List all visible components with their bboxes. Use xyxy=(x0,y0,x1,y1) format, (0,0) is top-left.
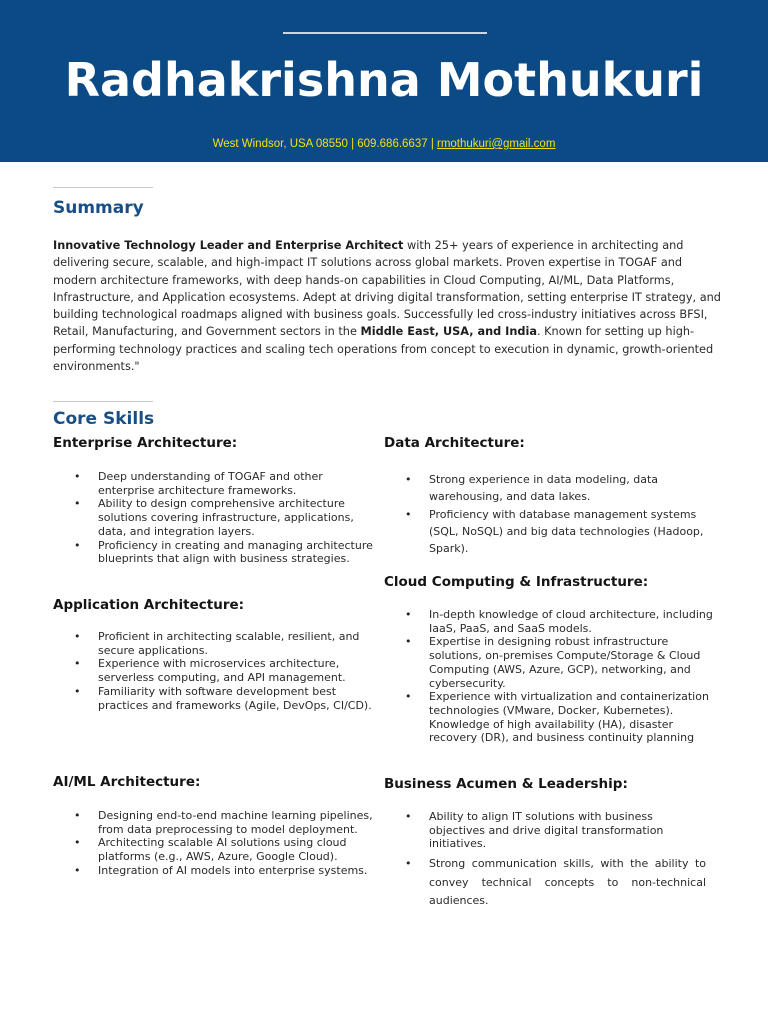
list-item: • Proficient in architecting scalable, resilient, and secure applications. xyxy=(53,630,378,657)
contact-line xyxy=(0,138,768,150)
list-item: • Familiarity with software development best practices and frameworks (Agile, DevOps, CI/CD). xyxy=(53,685,378,712)
list-item: • Architecting scalable AI solutions using cloud platforms (e.g., AWS, Azure, Google Cloud). xyxy=(53,836,378,863)
summary-paragraph xyxy=(53,237,723,375)
list-item: • In-depth knowledge of cloud architecture, including IaaS, PaaS, and SaaS models. xyxy=(384,608,714,635)
summary-regions: Middle East, USA, and India xyxy=(360,325,537,339)
cloud-infrastructure-list xyxy=(384,608,714,745)
summary-text-2: . Known for setting up high-performing technology practices and scaling tech operations from concept to execution in dynamic, growth-oriented environments." xyxy=(53,325,714,374)
cloud-infrastructure-heading: Cloud Computing & Infrastructure: xyxy=(384,574,649,590)
summary-heading: Summary xyxy=(53,198,144,218)
core-skills-heading: Core Skills xyxy=(53,409,155,429)
list-item: • Integration of AI models into enterprise systems. xyxy=(53,864,378,878)
candidate-name: Radhakrishna Mothukuri xyxy=(64,53,704,107)
list-item: • Strong experience in data modeling, data warehousing, and data lakes. xyxy=(384,471,714,506)
list-item: • Ability to design comprehensive architecture solutions covering infrastructure, applications, data, and integration layers. xyxy=(53,497,378,538)
header-divider xyxy=(283,32,487,34)
list-item: • Proficiency with database management systems (SQL, NoSQL) and big data technologies (Hadoop, Spark). xyxy=(384,506,714,558)
list-item: • Experience with virtualization and containerization technologies (VMware, Docker, Kubernetes). Knowledge of high availability (HA), disaster recovery (DR), and business continuity planning xyxy=(384,690,714,745)
application-architecture-heading: Application Architecture: xyxy=(53,597,245,613)
list-item: • Strong communication skills, with the ability to convey technical concepts to non-technical audiences. xyxy=(384,855,706,911)
list-item: • Deep understanding of TOGAF and other enterprise architecture frameworks. xyxy=(53,470,378,497)
aiml-architecture-heading: AI/ML Architecture: xyxy=(53,774,201,790)
aiml-architecture-list xyxy=(53,809,378,878)
header-banner xyxy=(0,0,768,162)
list-item: • Ability to align IT solutions with business objectives and drive digital transformation initiatives. xyxy=(384,810,706,851)
list-item: • Proficiency in creating and managing architecture blueprints that align with business strategies. xyxy=(53,539,378,566)
business-leadership-heading: Business Acumen & Leadership: xyxy=(384,776,628,792)
summary-divider xyxy=(53,187,153,188)
list-item: • Expertise in designing robust infrastructure solutions, on-premises Compute/Storage & Cloud Computing (AWS, Azure, GCP), networking, and cybersecurity. xyxy=(384,635,714,690)
business-leadership-list xyxy=(384,810,706,911)
list-item: • Experience with microservices architecture, serverless computing, and API management. xyxy=(53,657,378,684)
data-architecture-heading: Data Architecture: xyxy=(384,435,525,451)
application-architecture-list xyxy=(53,630,378,712)
enterprise-architecture-heading: Enterprise Architecture: xyxy=(53,435,238,451)
summary-lead: Innovative Technology Leader and Enterprise Architect xyxy=(53,239,404,252)
summary-text-1: with 25+ years of experience in architecting and delivering secure, scalable, and high-impact IT solutions across global markets. Proven expertise in TOGAF and modern architecture frameworks, with deep hands-on capabilities in Cloud Computing, AI/ML, Data Platforms, Infrastructure, and Application ecosystems. Adept at driving digital transformation, setting enterprise IT strategy, and building technological roadmaps aligned with business goals. Successfully led cross-industry initiatives across BFSI, Retail, Manufacturing, and Government sectors in the xyxy=(53,239,721,339)
data-architecture-list xyxy=(384,471,714,557)
core-skills-divider xyxy=(53,401,153,402)
contact-details: West Windsor, USA 08550 | 609.686.6637 | xyxy=(212,138,437,150)
email-link[interactable]: rmothukuri@gmail.com xyxy=(437,138,556,150)
list-item: • Designing end-to-end machine learning pipelines, from data preprocessing to model deployment. xyxy=(53,809,378,836)
enterprise-architecture-list xyxy=(53,470,378,566)
